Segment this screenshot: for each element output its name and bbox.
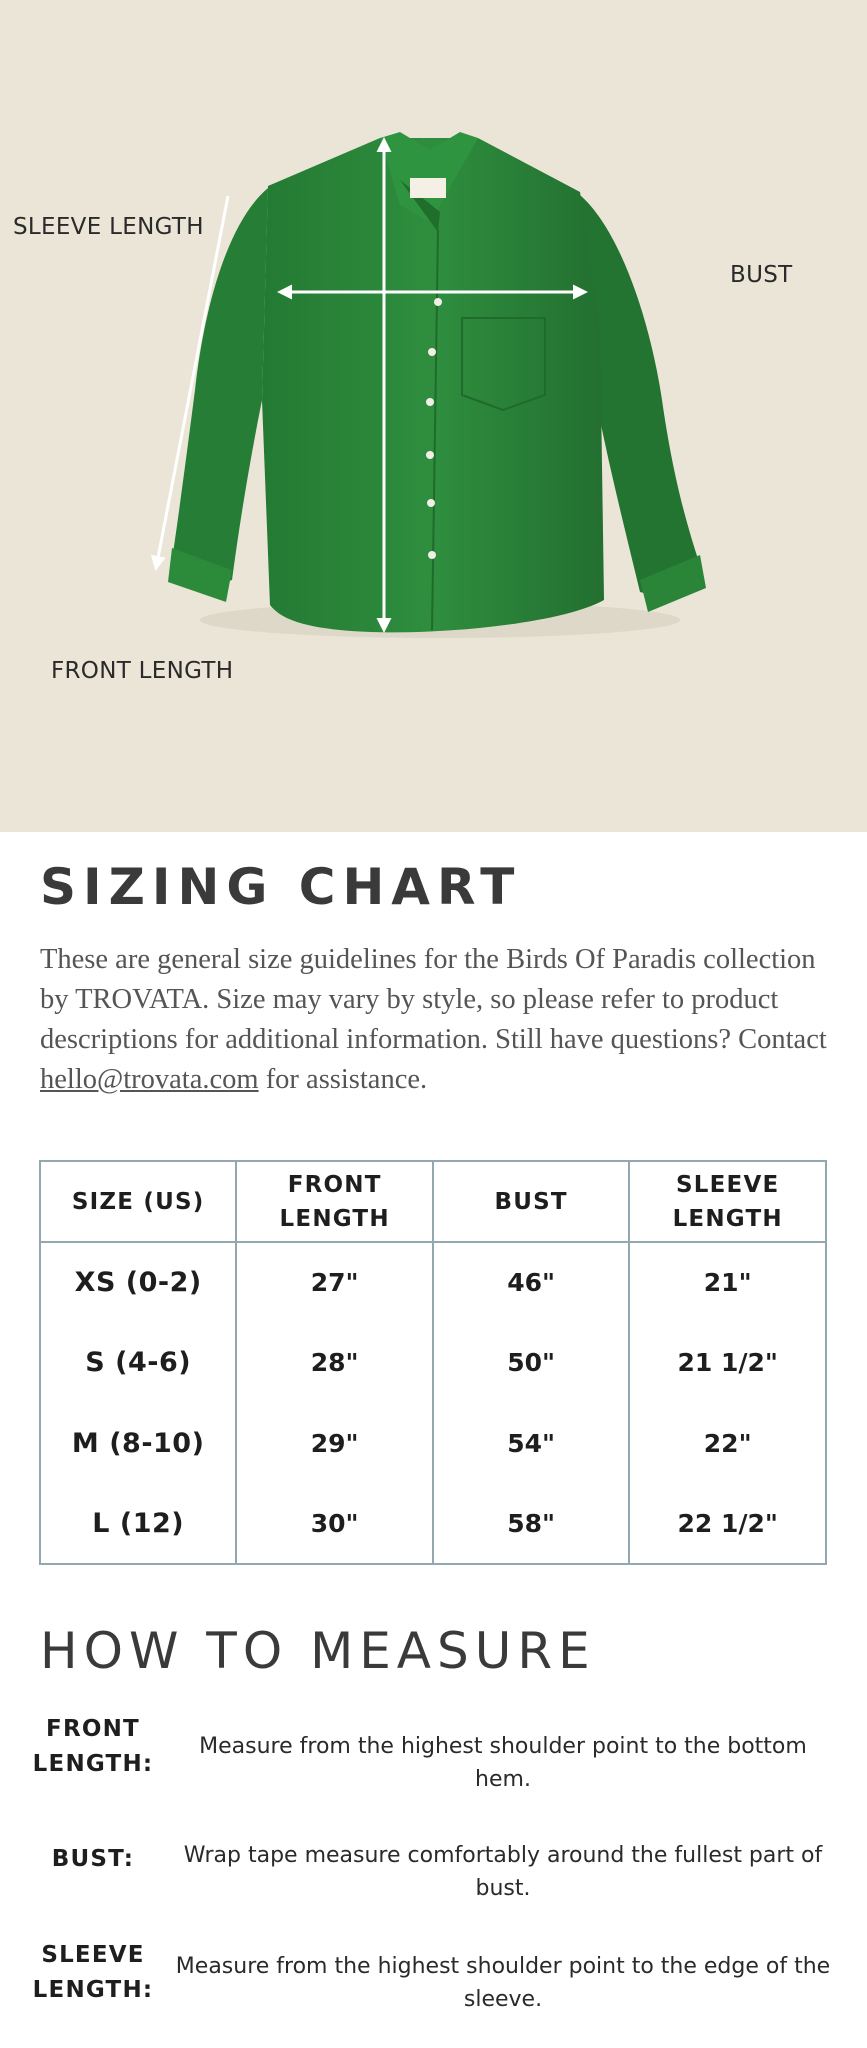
sleeve-length-label: SLEEVE LENGTH	[13, 214, 204, 240]
cell-size: XS (0-2)	[40, 1242, 236, 1323]
cell-sleeve-length: 22 1/2"	[629, 1484, 826, 1565]
measure-label-front-length: FRONT LENGTH:	[32, 1716, 154, 1777]
bust-label: BUST	[730, 262, 793, 288]
cell-front-length: 29"	[236, 1403, 433, 1484]
cell-sleeve-length: 21 1/2"	[629, 1323, 826, 1404]
cell-bust: 46"	[433, 1242, 629, 1323]
header-bust: BUST	[433, 1161, 629, 1242]
cell-sleeve-length: 21"	[629, 1242, 826, 1323]
table-header-row	[40, 1161, 826, 1242]
measure-label-bust: BUST:	[51, 1846, 135, 1872]
cell-front-length: 27"	[236, 1242, 433, 1323]
table-row	[40, 1323, 826, 1404]
intro-text-end: for assistance.	[258, 1064, 428, 1095]
measure-desc-sleeve-length: Measure from the highest shoulder point to the edge of the sleeve.	[175, 1954, 831, 2012]
table-row	[40, 1403, 826, 1484]
measure-desc-front-length: Measure from the highest shoulder point to the bottom hem.	[199, 1734, 807, 1792]
cell-size: L (12)	[40, 1484, 236, 1565]
front-length-label: FRONT LENGTH	[51, 658, 234, 684]
size-table	[39, 1160, 827, 1565]
table-row	[40, 1484, 826, 1565]
cell-bust: 58"	[433, 1484, 629, 1565]
header-sleeve-length: SLEEVE LENGTH	[629, 1161, 826, 1242]
shirt-illustration	[0, 0, 867, 832]
cell-sleeve-length: 22"	[629, 1403, 826, 1484]
cell-bust: 54"	[433, 1403, 629, 1484]
contact-email-link[interactable]: hello@trovata.com	[40, 1064, 259, 1095]
header-front-length: FRONT LENGTH	[236, 1161, 433, 1242]
cell-front-length: 30"	[236, 1484, 433, 1565]
sizing-intro	[40, 940, 840, 1100]
cell-front-length: 28"	[236, 1323, 433, 1404]
cell-bust: 50"	[433, 1323, 629, 1404]
table-row	[40, 1242, 826, 1323]
measure-desc-bust: Wrap tape measure comfortably around the fullest part of bust.	[183, 1843, 823, 1901]
cell-size: M (8-10)	[40, 1403, 236, 1484]
sizing-chart-title: SIZING CHART	[40, 858, 522, 916]
header-size: SIZE (US)	[40, 1161, 236, 1242]
hero-image	[0, 0, 867, 832]
cell-size: S (4-6)	[40, 1323, 236, 1404]
intro-text: These are general size guidelines for the Birds Of Paradis collection by TROVATA. Size may vary by style, so please refer to product descriptions for additional information. Still have questions? Contact	[40, 944, 827, 1055]
how-to-measure-title: HOW TO MEASURE	[40, 1622, 596, 1680]
measure-label-sleeve-length: SLEEVE LENGTH:	[32, 1942, 154, 2003]
